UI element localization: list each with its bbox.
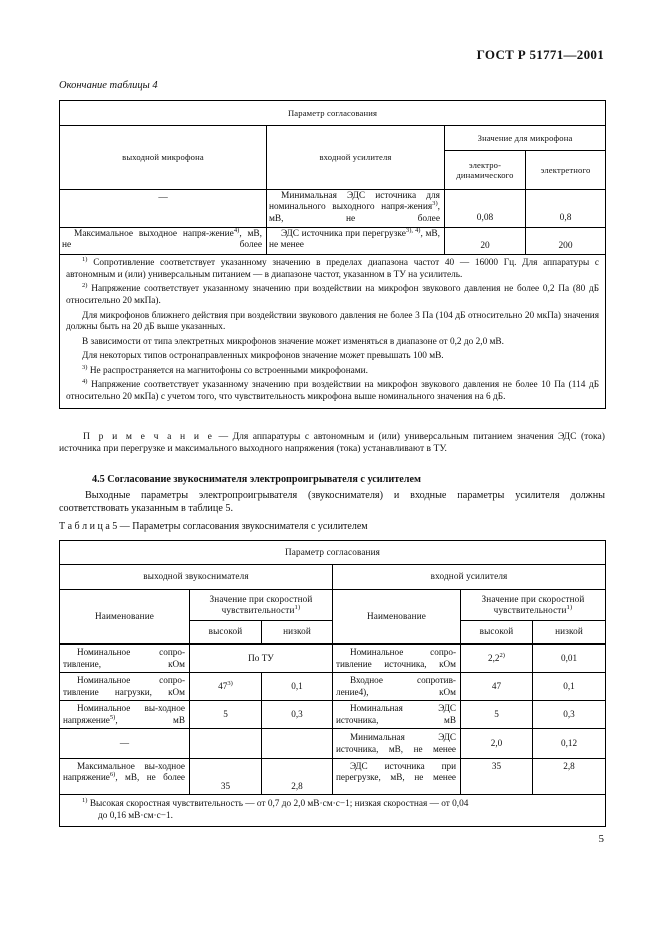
table5-right-low-header: низкой xyxy=(533,621,606,645)
table-row xyxy=(60,673,606,701)
table5-r5-left-name: Максимальное вы-ходное напряжение$^{6)}$, мВ, не более xyxy=(60,759,190,795)
table5-group-title-row xyxy=(60,541,606,565)
table5-footnote: $^{1)}$ Высокая скоростная чувствительность — от 0,7 до 2,0 мВ·см·с−1; низкая скоростная — от 0,04 до 0,16 мВ·см·с−1. xyxy=(82,796,469,822)
table4-footnotes-row xyxy=(60,255,606,409)
table4-footnote: Для некоторых типов остронаправленных микрофонов значение может превышать 100 мВ. xyxy=(82,351,444,362)
table5-r3-left-name: Номинальное вы-ходное напряжение$^{5)}$, мВ xyxy=(60,701,190,729)
table5-r5-left-low: 2,8 xyxy=(262,759,333,795)
table4-footnote: $^{1)}$ Сопротивление соответствует указанному значению в пределах диапазона частот 40 — 16000 Гц. Для аппаратуры с автономным и (или) универсальным питанием — в диапазоне частот, указанном в ТУ на усилитель. xyxy=(66,255,600,280)
table5-r5-right-name: ЭДС источника при перегрузке, мВ, не менее xyxy=(333,759,461,795)
table5-r3-right-high: 5 xyxy=(461,701,533,729)
table4-footnote: В зависимости от типа электретных микрофонов значение может изменяться в диапазоне от 0,2 до 2,0 мВ. xyxy=(82,336,504,347)
section-body-4-5: Выходные параметры электропроигрывателя (звукоснимателя) и входные параметры усилителя должны соответствовать указанным в таблице 5. xyxy=(59,490,605,515)
table5-right-value-group-header: Значение при скоростной чувствительности$^{1)}$ xyxy=(461,590,606,621)
table5-left-low-header: низкой xyxy=(262,621,333,645)
table5-footnote-marker: 1) xyxy=(82,796,88,804)
table5-r4-left-high xyxy=(190,729,262,759)
table4-r2-electret: 200 xyxy=(526,228,606,255)
table5-caption: Т а б л и ц а 5 — Параметры согласования звукоснимателя с усилителем xyxy=(59,521,368,532)
table5-r3-right-name: Номинальная ЭДС источника, мВ xyxy=(333,701,461,729)
table4-r2-output-tail: , мВ, не более xyxy=(62,229,263,251)
table4-r1-electrodynamic: 0,08 xyxy=(445,190,526,228)
table4-r2-output: Максимальное выходное напря-жение$^{4)}$, мВ, не более xyxy=(60,228,267,255)
table5-left-high-header: высокой xyxy=(190,621,262,645)
table4-footnotes xyxy=(60,255,606,409)
table5-left-name-header: Наименование xyxy=(60,590,190,645)
table-row xyxy=(60,729,606,759)
section-heading-4-5: 4.5 Согласование звукоснимателя электропроигрывателя с усилителем xyxy=(92,474,421,485)
table-4-microphone-matching xyxy=(59,100,606,409)
table5-r2-right-name: Входное сопротив-ление4), кОм xyxy=(333,673,461,701)
table4-value-electret-header: электретного xyxy=(526,151,606,190)
table-row xyxy=(60,228,606,255)
table-row xyxy=(60,644,606,673)
table4-r2-input-sup: 3), 4) xyxy=(405,226,421,234)
table4-r2-input-tail: , мВ, не менее xyxy=(269,229,440,251)
table5-r3-left-high: 5 xyxy=(190,701,262,729)
table4-r2-electrodynamic: 20 xyxy=(445,228,526,255)
table4-footnote: $^{3)}$ Не распространяется на магнитофоны со встроенными микрофонами. xyxy=(82,363,368,376)
table4-r1-electret: 0,8 xyxy=(526,190,606,228)
primechanie-note xyxy=(59,431,605,456)
table4-col-input-header: входной усилителя xyxy=(267,126,445,190)
table-5-pickup-matching xyxy=(59,540,606,827)
table5-r4-right-high: 2,0 xyxy=(461,729,533,759)
table4-r2-output-sup: 4) xyxy=(233,226,240,234)
table5-subheader-row-1 xyxy=(60,590,606,621)
table4-r1-output: — xyxy=(60,190,267,228)
table4-footnote-marker: 2) xyxy=(82,282,88,290)
table5-left-value-group-header: Значение при скоростной чувствительности$^{1)}$ xyxy=(190,590,333,621)
table5-r1-right-high: 2,2$^{2)}$ xyxy=(461,644,533,673)
table5-r1-left-value-potu: По ТУ xyxy=(190,644,333,673)
table5-r2-left-name: Номинальное сопро-тивление нагрузки, кОм xyxy=(60,673,190,701)
table5-right-name-header: Наименование xyxy=(333,590,461,645)
table-row xyxy=(60,701,606,729)
primechanie-text: — Для аппаратуры с автономным и (или) универсальным питанием значения ЭДС (тока) источника при перегрузке и максимального выходного напряжения (тока) устанавливают в ТУ. xyxy=(59,431,605,455)
table4-group-title-row xyxy=(60,101,606,126)
table5-output-group-header: выходной звукоснимателя xyxy=(60,565,333,590)
table4-electrodynamic-line1: электро- xyxy=(468,159,502,170)
table5-r3-left-low: 0,3 xyxy=(262,701,333,729)
table4-electrodynamic-line2: динамического xyxy=(456,170,514,180)
table4-caption: Окончание таблицы 4 xyxy=(59,80,158,91)
table4-footnote: $^{2)}$ Напряжение соответствует указанному значению при воздействии на микрофон звукового давления не более 0,2 Па (80 дБ относительно 20 мкПа). xyxy=(66,282,600,307)
table4-subheader-row-1 xyxy=(60,126,606,151)
table5-r4-right-low: 0,12 xyxy=(533,729,606,759)
table5-footnote-row xyxy=(60,795,606,827)
table5-r4-right-name: Минимальная ЭДС источника, мВ, не менее xyxy=(333,729,461,759)
table5-r2-left-low: 0,1 xyxy=(262,673,333,701)
table4-r1-input-sup: 3) xyxy=(432,200,438,208)
table4-value-electrodynamic-header xyxy=(445,151,526,190)
table5-r4-left-low xyxy=(262,729,333,759)
table4-r1-input-tail: , мВ, не более xyxy=(269,202,440,224)
table5-group-row xyxy=(60,565,606,590)
primechanie-label: П р и м е ч а н и е xyxy=(83,431,215,442)
table4-r1-input: Минимальная ЭДС источника для номинального выходного напря-жения$^{3)}$, мВ, не более xyxy=(267,190,445,228)
table5-r2-right-high: 47 xyxy=(461,673,533,701)
table4-footnote: $^{4)}$ Напряжение соответствует указанному значению при воздействии на микрофон звукового давления не более 10 Па (114 дБ относительно 20 мкПа) с учетом того, что чувствительность микрофона выше номинального значения на 6 дБ. xyxy=(66,377,600,402)
table4-footnote-marker: 1) xyxy=(82,255,88,263)
table5-r1-right-name: Номинальное сопро-тивление источника, кОм xyxy=(333,644,461,673)
table5-r5-right-low: 2,8 xyxy=(533,759,606,795)
table4-footnote-marker: 3) xyxy=(82,363,88,371)
table5-input-group-header: входной усилителя xyxy=(333,565,606,590)
table4-footnote-marker: 4) xyxy=(82,377,88,385)
table4-group-title: Параметр согласования xyxy=(60,101,606,126)
table5-r2-left-high: 47$^{3)}$ xyxy=(190,673,262,701)
table5-r5-left-high: 35 xyxy=(190,759,262,795)
table5-r4-left-name: — xyxy=(60,729,190,759)
table5-footnotes xyxy=(60,795,606,827)
table4-r2-input: ЭДС источника при перегрузке$^{3), 4)}$, мВ, не менее xyxy=(267,228,445,255)
table4-value-group-header: Значение для микрофона xyxy=(445,126,606,151)
table4-footnote: Для микрофонов ближнего действия при воздействии звукового давления не более 3 Па (104 дБ относительно 20 мкПа) значения должны быть на 20 дБ выше указанных. xyxy=(66,310,600,333)
table5-r3-right-low: 0,3 xyxy=(533,701,606,729)
table5-right-high-header: высокой xyxy=(461,621,533,645)
table4-col-output-header: выходной микрофона xyxy=(60,126,267,190)
table5-r5-right-high: 35 xyxy=(461,759,533,795)
table5-group-title: Параметр согласования xyxy=(60,541,606,565)
table-row xyxy=(60,759,606,795)
table5-r2-right-low: 0,1 xyxy=(533,673,606,701)
table5-r1-left-name: Номинальное сопро-тивление, кОм xyxy=(60,644,190,673)
standard-id-header: ГОСТ Р 51771—2001 xyxy=(476,47,604,62)
page-number: 5 xyxy=(598,833,604,845)
table-row xyxy=(60,190,606,228)
table5-r1-right-low: 0,01 xyxy=(533,644,606,673)
